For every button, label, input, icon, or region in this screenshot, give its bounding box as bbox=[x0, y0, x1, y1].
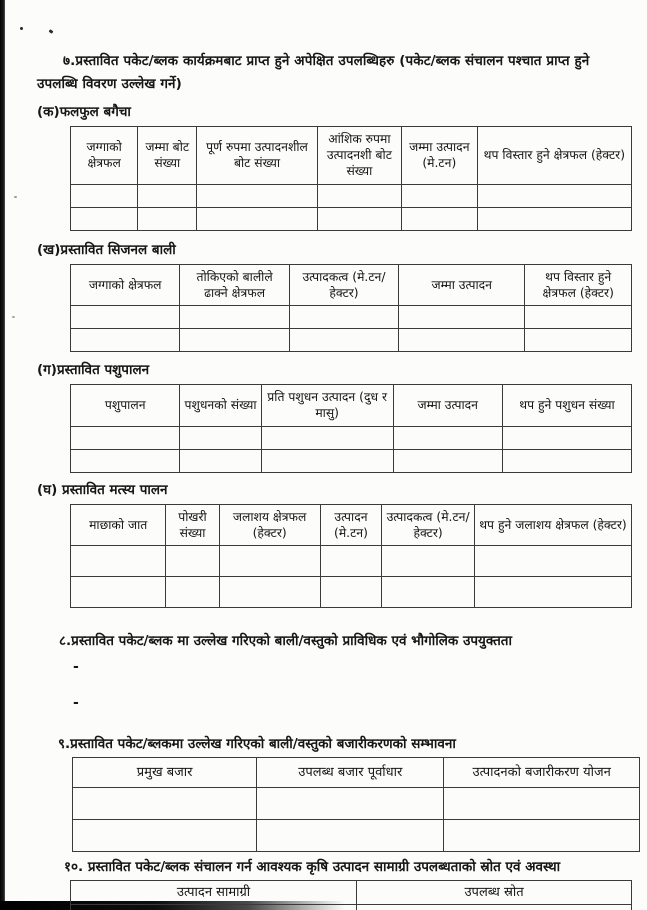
table-row bbox=[71, 426, 632, 449]
section9-heading: ९.प्रस्तावित पकेट/ब्लकमा उल्लेख गरिएको बाली/वस्तुको बजारीकरणको सम्भावना bbox=[58, 735, 456, 752]
column-header: जम्मा बोट संख्या bbox=[138, 127, 197, 185]
column-header: जलाशय क्षेत्रफल (हेक्टर) bbox=[219, 504, 320, 545]
column-header: उत्पादकत्व (मे.टन/हेक्टर) bbox=[382, 504, 475, 545]
column-header: पशुपालन bbox=[71, 385, 180, 426]
empty-cell bbox=[474, 545, 631, 576]
section7-heading-line2: उपलब्धि विवरण उल्लेख गर्ने) bbox=[37, 76, 182, 92]
empty-cell bbox=[525, 329, 632, 352]
empty-cell bbox=[382, 545, 475, 576]
section8-heading: ८.प्रस्तावित पकेट/ब्लक मा उल्लेख गरिएको बाली/वस्तुको प्राविधिक एवं भौगोलिक उपयुक्तता bbox=[59, 632, 512, 649]
column-header: पोखरी संख्या bbox=[166, 504, 219, 545]
empty-cell bbox=[261, 449, 393, 472]
column-header: जग्गाको क्षेत्रफल bbox=[71, 127, 138, 185]
section7-heading bbox=[37, 50, 637, 96]
empty-cell bbox=[320, 545, 382, 576]
column-header: माछाको जात bbox=[71, 504, 166, 545]
column-header: आंशिक रुपमा उत्पादनशी बोट संख्या bbox=[317, 127, 401, 185]
empty-cell bbox=[444, 820, 640, 852]
empty-cell bbox=[474, 576, 631, 607]
column-header: उपलब्ध बजार पूर्वाधार bbox=[257, 757, 444, 787]
table-row bbox=[73, 820, 640, 852]
empty-cell bbox=[393, 449, 502, 472]
table-fisheries bbox=[70, 504, 632, 608]
column-header: थप विस्तार हुने क्षेत्रफल (हेक्टर) bbox=[525, 264, 632, 305]
empty-cell bbox=[219, 576, 320, 607]
empty-cell bbox=[138, 184, 197, 207]
empty-cell bbox=[393, 426, 502, 449]
empty-cell bbox=[138, 207, 197, 230]
table-header-row bbox=[71, 127, 632, 185]
table-header-row bbox=[73, 757, 640, 787]
table-row bbox=[71, 207, 632, 230]
answer-dash: - bbox=[73, 694, 79, 711]
empty-cell bbox=[289, 329, 398, 352]
column-header: जम्मा उत्पादन (मे.टन) bbox=[401, 127, 477, 185]
table-seasonal-crops bbox=[70, 264, 632, 352]
column-header: थप विस्तार हुने क्षेत्रफल (हेक्टर) bbox=[477, 127, 631, 185]
empty-cell bbox=[399, 306, 525, 329]
empty-cell bbox=[401, 184, 477, 207]
table-row bbox=[71, 184, 632, 207]
table-header-row bbox=[71, 881, 632, 905]
table-marketing-potential bbox=[72, 757, 640, 852]
column-header: उत्पादन सामाग्री bbox=[71, 881, 357, 905]
empty-cell bbox=[71, 449, 180, 472]
answer-dash: - bbox=[73, 658, 79, 675]
empty-cell bbox=[71, 306, 180, 329]
table-ga-label: (ग)प्रस्तावित पशुपालन bbox=[37, 362, 150, 379]
empty-cell bbox=[73, 788, 257, 820]
table-header-row bbox=[71, 504, 632, 545]
empty-cell bbox=[317, 184, 401, 207]
empty-cell bbox=[71, 184, 138, 207]
table-kha-label: (ख)प्रस्तावित सिजनल बाली bbox=[37, 241, 176, 258]
scan-speck bbox=[12, 316, 15, 318]
empty-cell bbox=[525, 306, 632, 329]
empty-cell bbox=[166, 545, 219, 576]
column-header: जम्मा उत्पादन bbox=[393, 385, 502, 426]
empty-cell bbox=[71, 329, 180, 352]
empty-cell bbox=[502, 449, 631, 472]
empty-cell bbox=[382, 576, 475, 607]
scan-speck bbox=[20, 27, 23, 30]
empty-cell bbox=[71, 905, 357, 910]
column-header: उत्पादन (मे.टन) bbox=[320, 504, 382, 545]
empty-cell bbox=[197, 184, 318, 207]
column-header: उत्पादनको बजारीकरण योजन bbox=[444, 757, 640, 787]
table-gha-label: (घ) प्रस्तावित मत्स्य पालन bbox=[37, 481, 168, 498]
empty-cell bbox=[477, 184, 631, 207]
empty-cell bbox=[317, 207, 401, 230]
table-row bbox=[71, 545, 632, 576]
empty-cell bbox=[71, 576, 166, 607]
table-row bbox=[71, 306, 632, 329]
column-header: पूर्ण रुपमा उत्पादनशील बोट संख्या bbox=[197, 127, 318, 185]
empty-cell bbox=[320, 576, 382, 607]
scan-speck bbox=[49, 29, 54, 34]
table-header-row bbox=[71, 264, 632, 305]
empty-cell bbox=[180, 306, 289, 329]
empty-cell bbox=[257, 788, 444, 820]
table-header-row bbox=[71, 385, 632, 426]
table-row bbox=[71, 449, 632, 472]
column-header: उत्पादकत्व (मे.टन/हेक्टर) bbox=[289, 264, 398, 305]
table-row bbox=[71, 905, 632, 910]
column-header: थप हुने पशुधन संख्या bbox=[502, 385, 631, 426]
column-header: थप हुने जलाशय क्षेत्रफल (हेक्टर) bbox=[474, 504, 631, 545]
form-content bbox=[37, 50, 637, 910]
table-row bbox=[71, 329, 632, 352]
column-header: प्रमुख बजार bbox=[73, 757, 257, 787]
empty-cell bbox=[180, 426, 261, 449]
table-input-materials bbox=[70, 880, 632, 910]
column-header: प्रति पशुधन उत्पादन (दुध र मासु) bbox=[261, 385, 393, 426]
empty-cell bbox=[401, 207, 477, 230]
empty-cell bbox=[71, 545, 166, 576]
empty-cell bbox=[73, 820, 257, 852]
column-header: उपलब्ध स्रोत bbox=[357, 881, 632, 905]
column-header: पशुधनको संख्या bbox=[180, 385, 261, 426]
empty-cell bbox=[444, 788, 640, 820]
scan-left-edge-bar bbox=[0, 0, 5, 910]
empty-cell bbox=[71, 426, 180, 449]
table-animal-husbandry bbox=[70, 384, 632, 472]
table-row bbox=[73, 788, 640, 820]
scan-speck bbox=[14, 196, 17, 198]
section7-heading-line1: ७.प्रस्तावित पकेट/ब्लक कार्यक्रमबाट प्राप्त हुने अपेक्षित उपलब्धिहरु (पकेट/ब्लक संचालन पश्चात प्राप्त हुने bbox=[63, 53, 590, 69]
table-row bbox=[71, 576, 632, 607]
empty-cell bbox=[219, 545, 320, 576]
empty-cell bbox=[180, 329, 289, 352]
empty-cell bbox=[257, 820, 444, 852]
empty-cell bbox=[399, 329, 525, 352]
empty-cell bbox=[477, 207, 631, 230]
empty-cell bbox=[289, 306, 398, 329]
section10-heading: १०. प्रस्तावित पकेट/ब्लक संचालन गर्न आवश्यक कृषि उत्पादन सामाग्री उपलब्धताको स्रोत एवं अवस्था bbox=[64, 859, 561, 876]
empty-cell bbox=[180, 449, 261, 472]
empty-cell bbox=[166, 576, 219, 607]
column-header: जग्गाको क्षेत्रफल bbox=[71, 264, 180, 305]
empty-cell bbox=[261, 426, 393, 449]
empty-cell bbox=[197, 207, 318, 230]
table-fruit-orchard bbox=[70, 126, 632, 231]
table-ka-label: (क)फलफुल बगैचा bbox=[37, 104, 131, 120]
empty-cell bbox=[71, 207, 138, 230]
empty-cell bbox=[357, 905, 632, 910]
empty-cell bbox=[502, 426, 631, 449]
column-header: जम्मा उत्पादन bbox=[399, 264, 525, 305]
column-header: तोकिएको बालीले ढाक्ने क्षेत्रफल bbox=[180, 264, 289, 305]
